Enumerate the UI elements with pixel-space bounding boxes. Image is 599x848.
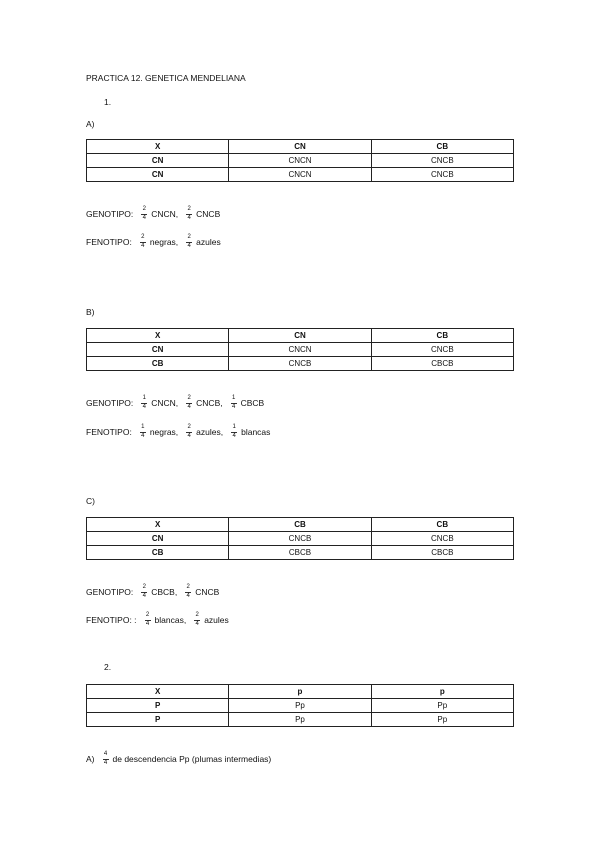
punnett-table-b (86, 328, 514, 371)
table-row (87, 546, 514, 560)
fraction: $\frac{1}{4}$ (231, 395, 236, 410)
genotype-text: CBCB, (151, 587, 178, 597)
section-a-label: A) (86, 119, 95, 129)
phenotype-text: azules (196, 237, 221, 247)
table-cell: CB (371, 329, 513, 343)
fenotipo-label: FENOTIPO: (86, 427, 132, 437)
fenotipo-b-line (86, 421, 270, 443)
genotipo-label: GENOTIPO: (86, 398, 134, 408)
table-header-row (87, 685, 514, 699)
table-cell: X (87, 329, 229, 343)
table-cell: X (87, 685, 229, 699)
table-cell: P (87, 699, 229, 713)
fenotipo-label: FENOTIPO: (86, 237, 132, 247)
phenotype-text: blancas (241, 427, 271, 437)
question-1-number: 1. (104, 97, 112, 107)
table-cell: CN (87, 154, 229, 168)
phenotype-text: azules, (196, 427, 224, 437)
fraction: $\frac{2}{4}$ (187, 206, 191, 221)
table-cell: CN (229, 140, 371, 154)
punnett-table-2 (86, 684, 514, 727)
section-b-label: B) (86, 307, 95, 317)
genotype-text: CBCB (240, 398, 265, 408)
fraction: $\frac{2}{4}$ (142, 206, 146, 221)
genotipo-c-line (86, 581, 219, 603)
table-cell: CBCB (371, 357, 513, 371)
table-cell: CBCB (371, 546, 513, 560)
fraction: $\frac{2}{4}$ (145, 612, 150, 627)
table-row (87, 343, 514, 357)
table-cell: CN (87, 532, 229, 546)
table-cell: CN (87, 168, 229, 182)
table-cell: CNCN (229, 168, 371, 182)
genotipo-a-line (86, 203, 220, 225)
fenotipo-a-line (86, 231, 221, 253)
phenotype-text: blancas, (154, 615, 187, 625)
phenotype-text: azules (204, 615, 229, 625)
table-cell: Pp (229, 713, 371, 727)
table-cell: CNCB (371, 154, 513, 168)
genotype-text: CNCN, (151, 398, 179, 408)
fraction: $\frac{1}{4}$ (141, 424, 145, 439)
fraction: $\frac{2}{4}$ (141, 234, 145, 249)
answer-label: A) (86, 754, 95, 764)
answer-2-line (86, 748, 271, 770)
table-row (87, 154, 514, 168)
table-cell: CNCN (229, 343, 371, 357)
table-row (87, 713, 514, 727)
phenotype-text: negras, (149, 427, 179, 437)
table-cell: CNCB (229, 532, 371, 546)
table-row (87, 168, 514, 182)
table-cell: CB (87, 546, 229, 560)
section-c-label: C) (86, 496, 95, 506)
table-cell: CNCB (371, 168, 513, 182)
fenotipo-label: FENOTIPO: : (86, 615, 137, 625)
fraction: $\frac{1}{4}$ (142, 395, 146, 410)
genotipo-label: GENOTIPO: (86, 209, 134, 219)
fraction: $\frac{4}{4}$ (103, 751, 108, 766)
genotype-text: CNCN, (151, 209, 179, 219)
fraction: $\frac{2}{4}$ (186, 584, 190, 599)
fenotipo-c-line (86, 609, 229, 631)
table-cell: CN (229, 329, 371, 343)
fraction: $\frac{2}{4}$ (187, 234, 191, 249)
table-header-row (87, 518, 514, 532)
fraction: $\frac{2}{4}$ (187, 424, 191, 439)
table-cell: CNCB (371, 343, 513, 357)
table-cell: X (87, 140, 229, 154)
fraction: $\frac{2}{4}$ (142, 584, 146, 599)
punnett-table-a (86, 139, 514, 182)
table-cell: CB (229, 518, 371, 532)
table-header-row (87, 140, 514, 154)
genotipo-label: GENOTIPO: (86, 587, 134, 597)
question-2-number: 2. (104, 662, 112, 672)
table-row (87, 357, 514, 371)
table-cell: Pp (229, 699, 371, 713)
page-title: PRACTICA 12. GENETICA MENDELIANA (86, 73, 246, 83)
genotipo-b-line (86, 392, 264, 414)
genotype-text: CNCB (196, 209, 221, 219)
table-cell: P (87, 713, 229, 727)
table-cell: CB (371, 518, 513, 532)
table-cell: CB (87, 357, 229, 371)
fraction: $\frac{1}{4}$ (232, 424, 236, 439)
table-header-row (87, 329, 514, 343)
phenotype-text: negras, (149, 237, 179, 247)
genotype-text: CNCB, (196, 398, 223, 408)
table-row (87, 532, 514, 546)
table-cell: p (229, 685, 371, 699)
punnett-table-c (86, 517, 514, 560)
table-cell: X (87, 518, 229, 532)
fraction: $\frac{2}{4}$ (195, 612, 199, 627)
table-cell: CBCB (229, 546, 371, 560)
fraction: $\frac{2}{4}$ (187, 395, 191, 410)
table-cell: CN (87, 343, 229, 357)
table-cell: CB (371, 140, 513, 154)
table-row (87, 699, 514, 713)
table-cell: CNCN (229, 154, 371, 168)
table-cell: CNCB (229, 357, 371, 371)
answer-text: de descendencia Pp (plumas intermedias) (112, 754, 272, 764)
table-cell: CNCB (371, 532, 513, 546)
table-cell: p (371, 685, 513, 699)
table-cell: Pp (371, 699, 513, 713)
genotype-text: CNCB (195, 587, 220, 597)
table-cell: Pp (371, 713, 513, 727)
